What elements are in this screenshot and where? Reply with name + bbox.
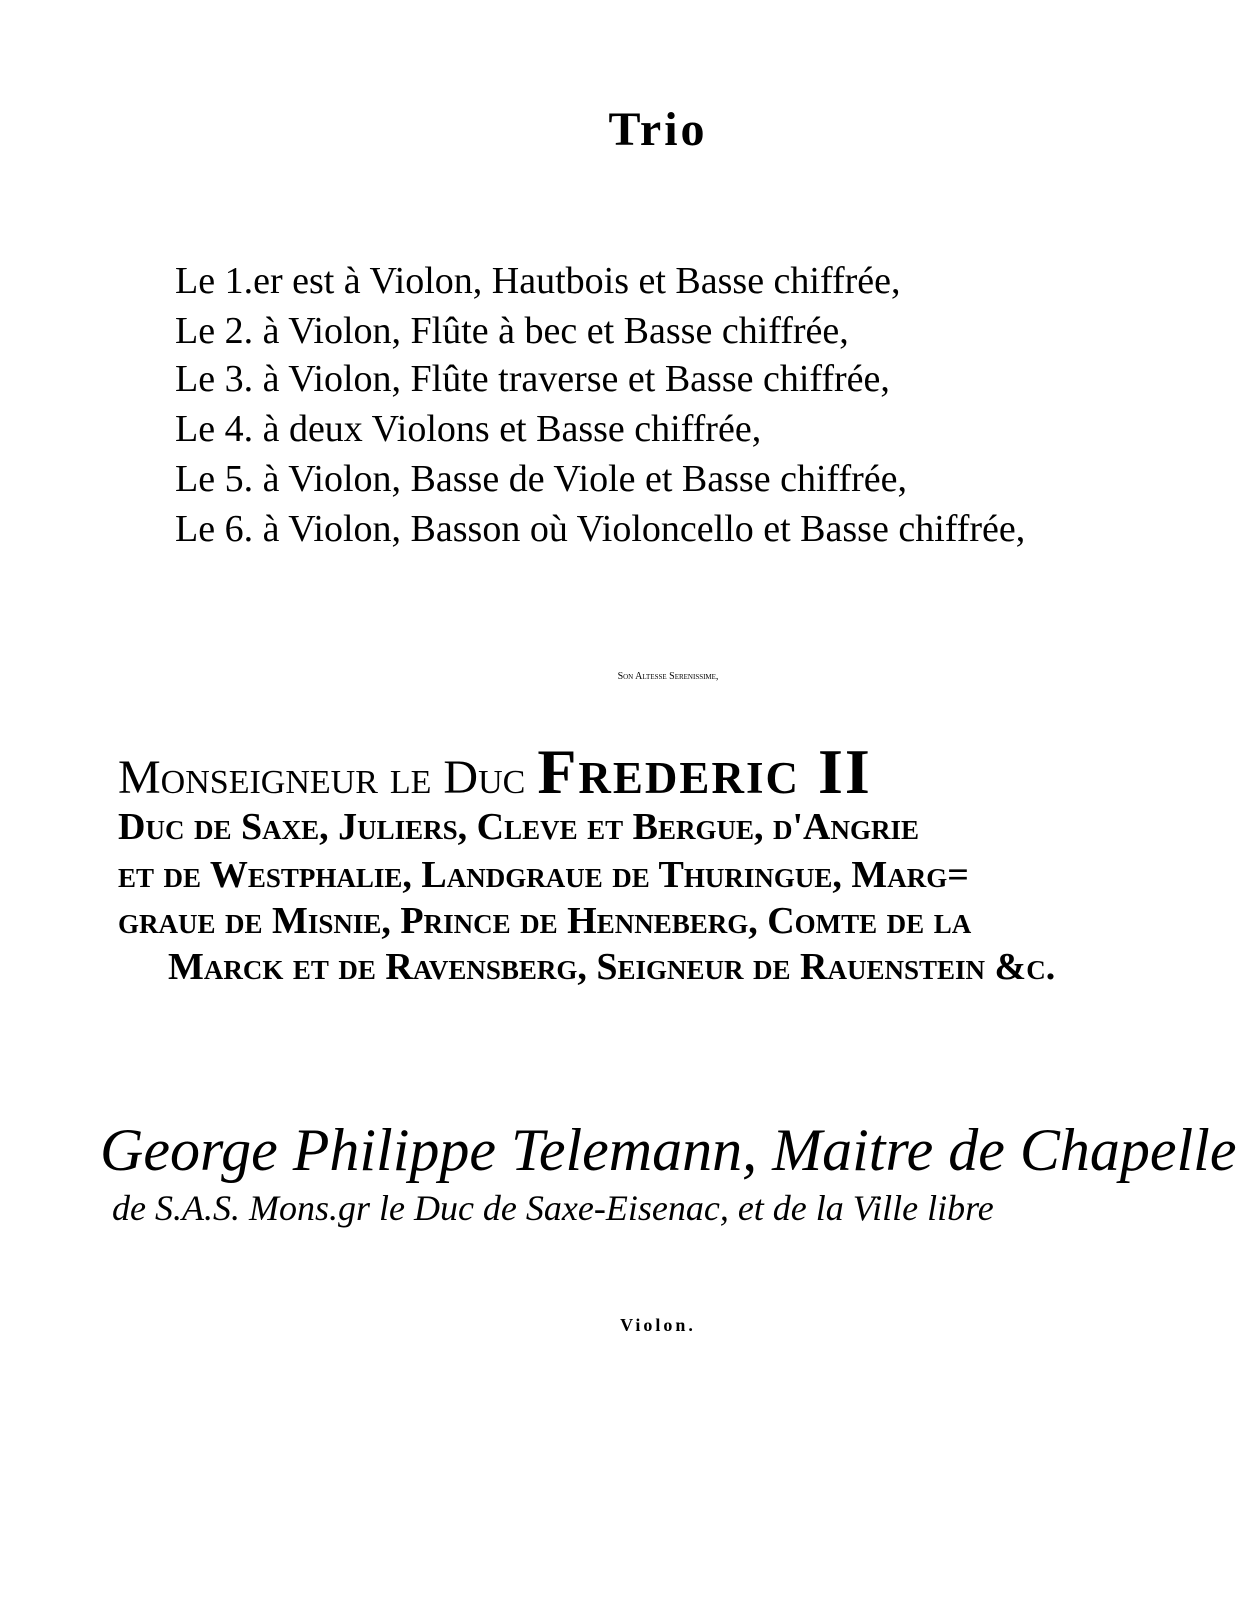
dedicatee-title-line-3: graue de Misnie, Prince de Henneberg, Comte de la: [118, 900, 972, 942]
trio-title: Trio: [608, 103, 708, 156]
dedicatee-title-line-2: et de Westphalie, Landgraue de Thuringue, Marg=: [118, 854, 969, 896]
author-line: George Philippe Telemann, Maitre de Chapelle: [100, 1117, 1237, 1183]
part-name: Violon.: [620, 1315, 696, 1335]
monseigneur-text: Monseigneur le Duc: [118, 751, 526, 804]
work-line-5: Le 5. à Violon, Basse de Viole et Basse chiffrée,: [175, 458, 908, 500]
work-line-2: Le 2. à Violon, Flûte à bec et Basse chiffrée,: [175, 310, 849, 352]
work-line-4: Le 4. à deux Violons et Basse chiffrée,: [175, 408, 762, 450]
work-line-3: Le 3. à Violon, Flûte traverse et Basse chiffrée,: [175, 358, 890, 400]
altesse-line: Son Altesse Serenissime,: [617, 671, 719, 682]
dedicatee-title-line-1: Duc de Saxe, Juliers, Cleve et Bergue, d'Angrie: [118, 806, 919, 848]
monseigneur-line: [118, 736, 872, 807]
dedicatee-title-line-4: Marck et de Ravensberg, Seigneur de Rauenstein &c.: [168, 946, 1056, 988]
work-line-6: Le 6. à Violon, Basson où Violoncello et Basse chiffrée,: [175, 508, 1026, 550]
author-position-line: de S.A.S. Mons.gr le Duc de Saxe-Eisenac, et de la Ville libre: [112, 1188, 994, 1228]
frederic-name: Frederic II: [537, 736, 872, 807]
work-line-1: Le 1.er est à Violon, Hautbois et Basse chiffrée,: [175, 260, 901, 302]
